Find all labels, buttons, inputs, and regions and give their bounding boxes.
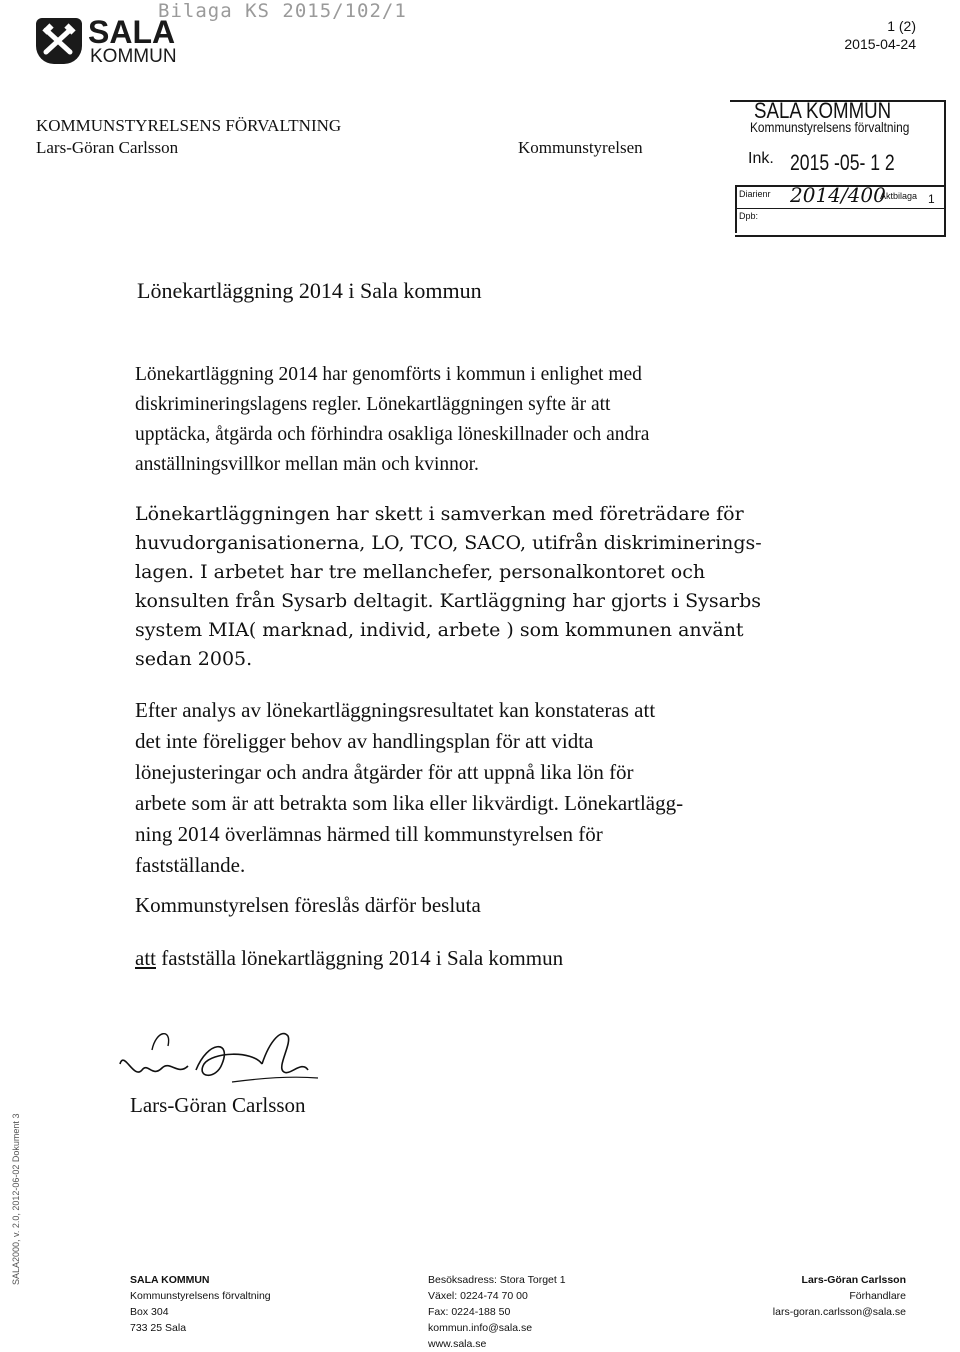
footer-line: Fax: 0224-188 50 [428,1306,511,1318]
proposal-decision [135,946,835,971]
paragraph-line: sedan 2005. [135,648,253,670]
proposal-intro: Kommunstyrelsen föreslås därför besluta [135,893,481,917]
attachment-stamp: Bilaga KS 2015/102/1 [158,0,407,22]
footer-line: kommun.info@sala.se [428,1322,533,1334]
stamp-subtitle: Kommunstyrelsens förvaltning [750,119,910,135]
logo-wordmark: SALA [88,14,176,50]
signer-name: Lars-Göran Carlsson [130,1093,306,1117]
paragraph-line: diskrimineringslagens regler. Lönekartläggningen syfte är att [135,394,611,415]
sender-name: Lars-Göran Carlsson [36,138,179,157]
paragraph-line: fastställande. [135,853,246,877]
stamp-aktbilaga-label: Aktbilaga [880,191,918,201]
paragraph-collaboration [135,500,835,674]
margin-reference-text: SALA2000, v. 2.0, 2012-06-02 Dokument 3 [11,1113,21,1285]
paragraph-line: Lönekartläggningen har skett i samverkan med företrädare för [135,503,744,525]
paragraph-line: Efter analys av lönekartläggningsresultatet kan konstateras att [135,698,656,722]
paragraph-line: ning 2014 överlämnas härmed till kommunstyrelsen för [135,822,603,846]
paragraph-line: Lönekartläggning 2014 har genomförts i kommun i enlighet med [135,364,642,385]
stamp-date: 2015 -05- 1 2 [790,150,895,175]
paragraph-line: lönejusteringar och andra åtgärder för att uppnå lika lön för [135,760,634,784]
sender-department: KOMMUNSTYRELSENS FÖRVALTNING [36,116,342,135]
sala-kommun-logo-icon [36,18,82,64]
handwritten-signature [112,1020,332,1096]
footer-line: Besöksadress: Stora Torget 1 [428,1274,566,1286]
footer-line: Växel: 0224-74 70 00 [428,1290,528,1302]
footer-line: Box 304 [130,1306,169,1318]
paragraph-line: huvudorganisationerna, LO, TCO, SACO, utifrån diskriminerings- [135,532,762,554]
paragraph-line: lagen. I arbetet har tre mellanchefer, personalkontoret och [135,561,706,583]
stamp-dpb-label: Dpb: [739,211,759,221]
proposal-text: fastställa lönekartläggning 2014 i Sala kommun [156,946,564,970]
document-title: Lönekartläggning 2014 i Sala kommun [137,278,482,303]
paragraph-analysis [135,695,835,881]
footer-line: Lars-Göran Carlsson [801,1274,906,1286]
paragraph-line: system MIA( marknad, individ, arbete ) som kommunen använt [135,619,744,641]
paragraph-purpose [135,360,835,480]
document-date: 2015-04-24 [844,36,916,52]
stamp-aktbilaga-value: 1 [928,192,935,206]
paragraph-line: upptäcka, åtgärda och förhindra osakliga löneskillnader och andra [135,424,650,445]
paragraph-line: anställningsvillkor mellan män och kvinnor. [135,454,479,475]
stamp-border [735,185,737,233]
footer-line: 733 25 Sala [130,1322,187,1334]
footer-signer [773,1272,906,1320]
paragraph-line: det inte föreligger behov av handlingsplan för att vidta [135,729,594,753]
stamp-title: SALA KOMMUN [754,98,892,123]
recipient: Kommunstyrelsen [518,138,643,157]
proposal-att: att [135,946,156,970]
stamp-diarienr-value: 2014/400 [790,183,886,207]
logo-subtext: KOMMUN [90,46,177,67]
stamp-diarienr-label: Diarienr [739,189,771,199]
footer-line: Kommunstyrelsens förvaltning [130,1290,271,1302]
stamp-divider [735,208,945,209]
footer-organisation [130,1272,271,1336]
footer-contact [428,1272,566,1352]
paragraph-line: arbete som är att betrakta som lika eller likvärdigt. Lönekartlägg- [135,791,684,815]
paragraph-line: konsulten från Sysarb deltagit. Kartläggning har gjorts i Sysarbs [135,590,761,612]
page-number: 1 (2) [887,18,916,34]
footer-line: SALA KOMMUN [130,1274,210,1286]
footer-line: Förhandlare [849,1290,906,1302]
footer-line: lars-goran.carlsson@sala.se [772,1306,906,1318]
stamp-ink-label: Ink. [748,150,774,167]
footer-line: www.sala.se [428,1338,487,1350]
